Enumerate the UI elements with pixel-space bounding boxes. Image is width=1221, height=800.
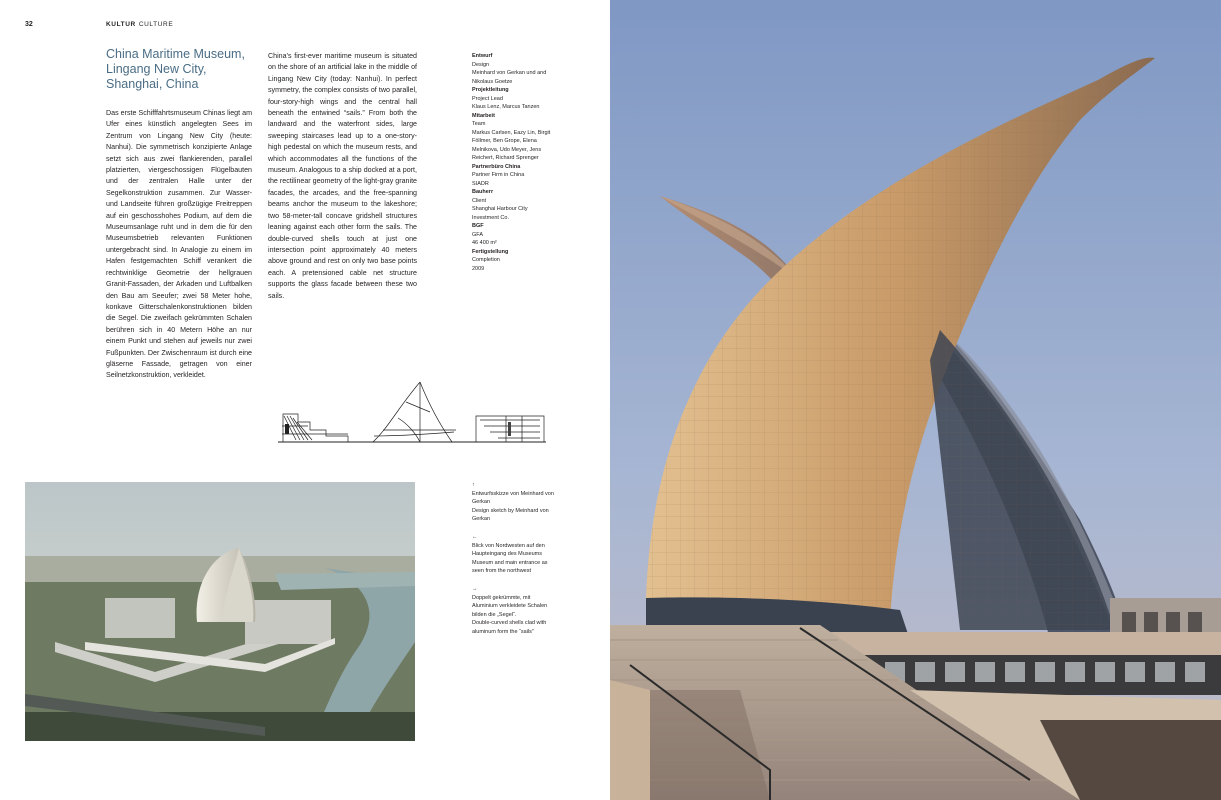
section-label-de: KULTUR	[106, 21, 136, 28]
photo-captions	[472, 481, 556, 646]
caption-sketch: ↑ Entwurfsskizze von Meinhard von Gerkan Design sketch by Meinhard von Gerkan	[472, 482, 554, 523]
article-title: China Maritime Museum, Lingang New City, Shanghai, China	[106, 47, 245, 91]
credit-client: Bauherr Client Shanghai Harbour City Investment Co.	[472, 189, 528, 221]
credit-design: Entwurf Design Meinhard von Gerkan und and Nikolaus Goetze	[472, 53, 547, 85]
aerial-museum-photo	[25, 482, 415, 741]
credit-project-lead: Projektleitung Project Lead Klaus Lenz, Marcus Tanzen	[472, 87, 540, 110]
right-page	[610, 0, 1221, 800]
design-sketch	[278, 378, 548, 454]
caption-aerial: ← Blick von Nordwesten auf den Haupteingang des Museums Museum and main entrance as seen from the northwest	[472, 533, 548, 575]
museum-sail-photo	[610, 0, 1221, 800]
credit-gfa: BGF GFA 46 400 m²	[472, 223, 497, 246]
credit-team: Mitarbeit Team Markus Carlsen, Eazy Lin, Birgit Föllmer, Ben Grope, Elena Melnikova, Udo Meyer, Jens Reichert, Richard Sprenger	[472, 112, 551, 161]
body-text-german: Das erste Schifffahrtsmuseum Chinas liegt am Ufer eines künstlich angelegten Sees im Zentrum von Lingang New City (heute: Nanhui). Die symmetrisch konzipierte Anlage setzt sich aus zwei flankierenden, parallel platzierten, viergeschossigen Flügelbauten und der zentralen Halle unter der Segelkonstruktion zusammen. Zur Wasser- und Landseite führen großzügige Freitreppen auf ein geschosshohes Podium, auf dem die Museumsanlage ruht und in dem die für den Museumsbetrieb relevanten Funktionen untergebracht sind. In Analogie zu einem im Hafen festgemachten Schiff verankert die rechtwinklige Geometrie der hellgrauen Granit-Fassaden, der Arkaden und Luftbalken den Bau am Seeufer; zwei 58 Meter hohe, konkave Gitterschalenkonstruktionen bilden die Segel. Die zweifach gekrümmten Schalen berühren sich in 40 Metern Höhe an nur einem Punkt und stehen auf jeweils nur zwei Fußpunkten. Der Zwischenraum ist durch eine gläserne Fassade, getragen von einer Seilnetzkonstruktion, verkleidet.	[106, 109, 252, 380]
caption-sails: → Doppelt gekrümmte, mit Aluminium verkleidete Schalen bilden die „Segel“. Double-curved shells clad with aluminum form the “sails”	[472, 585, 548, 635]
section-label-en: CULTURE	[138, 21, 174, 28]
project-credits	[472, 52, 552, 273]
left-page	[0, 0, 610, 800]
page-number: 32	[25, 21, 33, 28]
body-text-english: China’s first-ever maritime museum is situated on the shore of an artificial lake in the middle of Lingang New City (today: Nanhui). In perfect symmetry, the complex consists of two parallel, four-story-high wings and the central hall beneath the entwined “sails.” From both the landward and the waterfront sides, large sweeping staircases lead up to a one-story-high pedestal on which the museum rests, and which accommodates all the functions of the museum. Analogous to a ship docked at a port, the rectilinear geometry of the light-gray granite facades, the arcades, and the free-spanning beams anchor the museum to the lakeshore; two 58-meter-tall concave gridshell structures leaning against each other form the sails. The double-curved shells touch at just one intersection point approximately 40 meters above ground and rest on only two base points each. A pretensioned cable net structure supports the glass facade between these two sails.	[268, 52, 417, 300]
credit-completion: Fertigstellung Completion 2009	[472, 248, 509, 272]
credit-partner-firm: Partnerbüro China Partner Firm in China SIADR	[472, 163, 525, 187]
section-label	[106, 21, 173, 28]
